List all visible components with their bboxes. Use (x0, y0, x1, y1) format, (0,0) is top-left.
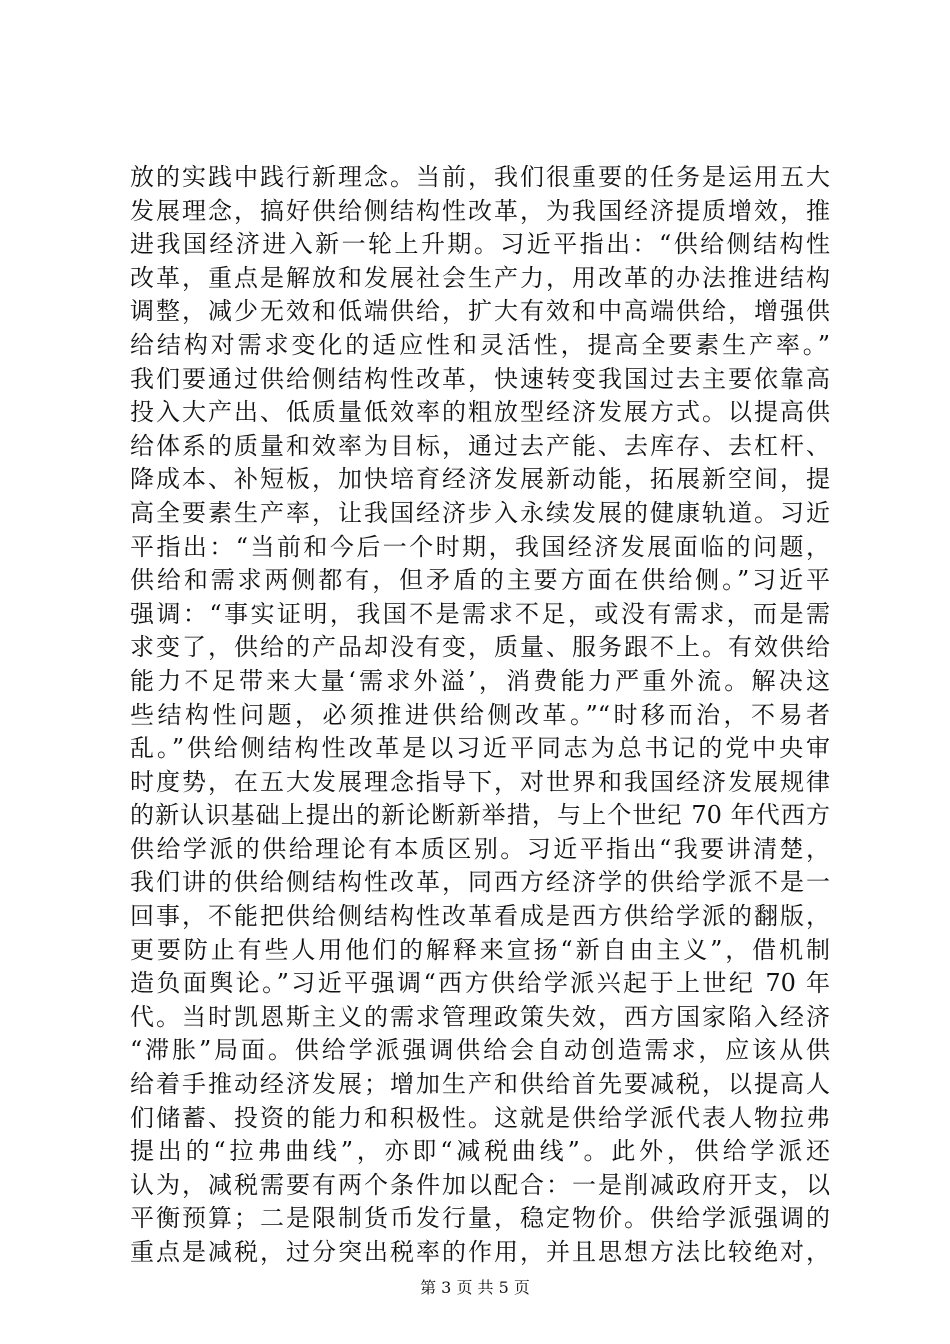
text-line: 给着手推动经济发展；增加生产和供给首先要减税，以提高人 (130, 1070, 830, 1099)
text-line: 重点是减税，过分突出税率的作用，并且思想方法比较绝对， (130, 1238, 830, 1266)
text-line: 们储蓄、投资的能力和积极性。这就是供给学派代表人物拉弗 (130, 1103, 830, 1132)
text-line: 平指出：“当前和今后一个时期，我国经济发展面临的问题， (130, 532, 830, 561)
text-line: 投入大产出、低质量低效率的粗放型经济发展方式。以提高供 (130, 398, 830, 427)
text-line: 调整，减少无效和低端供给，扩大有效和中高端供给，增强供 (130, 297, 830, 326)
text-line: 代。当时凯恩斯主义的需求管理政策失效，西方国家陷入经济 (130, 1002, 830, 1031)
text-line: 我们要通过供给侧结构性改革，快速转变我国过去主要依靠高 (130, 364, 830, 393)
text-line: 给结构对需求变化的适应性和灵活性，提高全要素生产率。” (130, 330, 830, 359)
text-line: 回事，不能把供给侧结构性改革看成是西方供给学派的翻版， (130, 902, 830, 931)
body-text (130, 161, 830, 1270)
text-line: 发展理念，搞好供给侧结构性改革，为我国经济提质增效，推 (130, 196, 830, 225)
text-line: 平衡预算；二是限制货币发行量，稳定物价。供给学派强调的 (130, 1204, 830, 1233)
text-line: 时度势，在五大发展理念指导下，对世界和我国经济发展规律 (130, 767, 830, 796)
text-line: 进我国经济进入新一轮上升期。习近平指出：“供给侧结构性 (130, 230, 830, 259)
text-line: 更要防止有些人用他们的解释来宣扬“新自由主义”，借机制 (130, 935, 830, 964)
text-line: 造负面舆论。”习近平强调“西方供给学派兴起于上世纪 70 年 (130, 969, 830, 998)
text-line: 降成本、补短板，加快培育经济发展新动能，拓展新空间，提 (130, 465, 830, 494)
text-line: 认为，减税需要有两个条件加以配合：一是削减政府开支，以 (130, 1170, 830, 1199)
text-line: 供给和需求两侧都有，但矛盾的主要方面在供给侧。”习近平 (130, 566, 830, 595)
text-line: 乱。”供给侧结构性改革是以习近平同志为总书记的党中央审 (130, 734, 830, 763)
text-line: 的新认识基础上提出的新论断新举措，与上个世纪 70 年代西方 (130, 801, 830, 830)
text-line: 提出的“拉弗曲线”，亦即“减税曲线”。此外，供给学派还 (130, 1137, 830, 1166)
page-footer: 第 3 页 共 5 页 (420, 1278, 530, 1297)
text-line: 高全要素生产率，让我国经济步入永续发展的健康轨道。习近 (130, 498, 830, 527)
text-line: 强调：“事实证明，我国不是需求不足，或没有需求，而是需 (130, 599, 830, 628)
text-line: 些结构性问题，必须推进供给侧改革。”“时移而治，不易者 (130, 700, 830, 729)
text-line: “滞胀”局面。供给学派强调供给会自动创造需求，应该从供 (130, 1036, 830, 1065)
text-line: 求变了，供给的产品却没有变，质量、服务跟不上。有效供给 (130, 633, 830, 662)
text-line: 改革，重点是解放和发展社会生产力，用改革的办法推进结构 (130, 263, 830, 292)
text-line: 供给学派的供给理论有本质区别。习近平指出“我要讲清楚， (130, 834, 830, 863)
text-line: 给体系的质量和效率为目标，通过去产能、去库存、去杠杆、 (130, 431, 830, 460)
text-line: 放的实践中践行新理念。当前，我们很重要的任务是运用五大 (130, 163, 830, 191)
text-line: 我们讲的供给侧结构性改革，同西方经济学的供给学派不是一 (130, 868, 830, 897)
text-line: 能力不足带来大量‘需求外溢’，消费能力严重外流。解决这 (130, 666, 830, 695)
